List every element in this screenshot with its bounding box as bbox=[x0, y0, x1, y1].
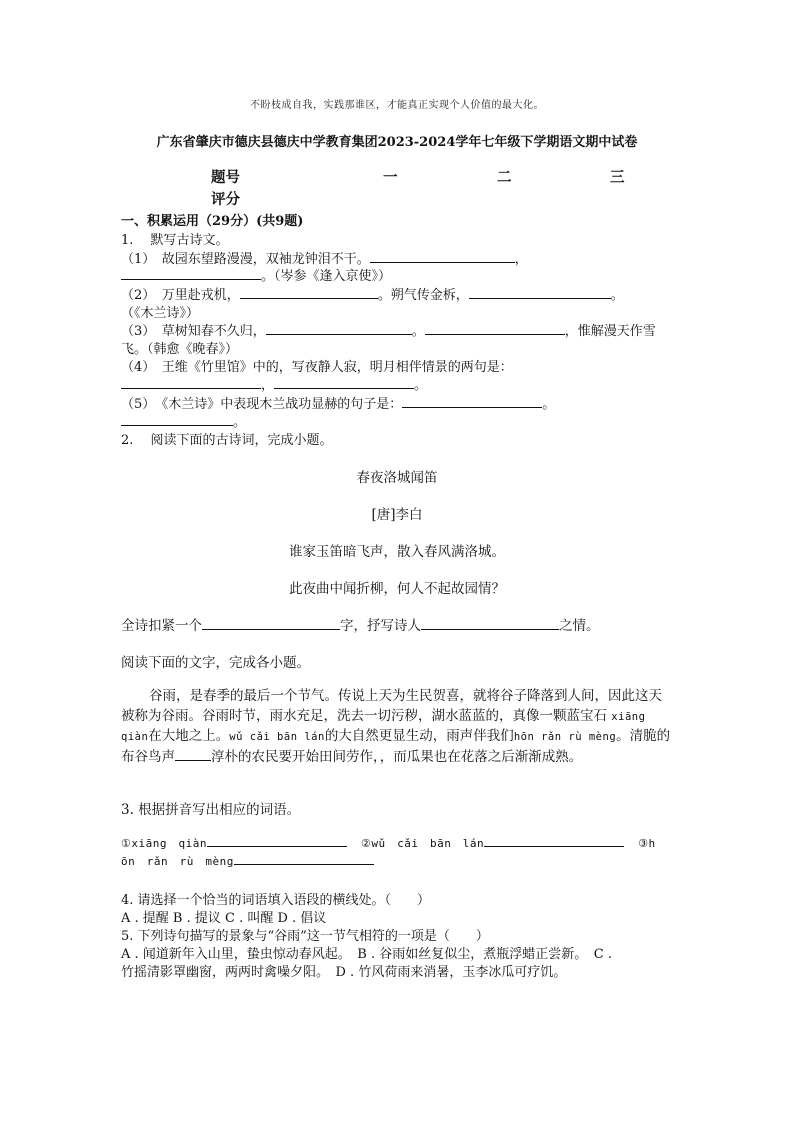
q1-item2-line1 bbox=[121, 284, 624, 303]
q2-fill-a: 全诗扣紧一个 bbox=[121, 618, 202, 634]
q2-fill-b: 字，抒写诗人 bbox=[340, 618, 421, 634]
pinyin-xiangqian: xiāng qiàn bbox=[121, 710, 646, 743]
answer-blank[interactable] bbox=[240, 286, 378, 299]
q3-a-label: ①xiāng qiàn bbox=[121, 837, 207, 850]
answer-blank[interactable] bbox=[402, 395, 542, 408]
reading-passage bbox=[121, 687, 673, 767]
q5-stem: 5. 下列诗句描写的景象与“谷雨”这一节气相符的一项是（ ） bbox=[121, 929, 489, 944]
answer-blank[interactable] bbox=[421, 617, 559, 630]
poem-title: 春夜洛城闻笛 bbox=[356, 470, 438, 486]
q1-item5-end: 。 bbox=[542, 397, 556, 412]
score-table-row2-label: 评分 bbox=[211, 191, 240, 208]
q1-item2-end: 。 bbox=[610, 288, 624, 303]
poem-line-1: 谁家玉笛暗飞声，散入春风满洛城。 bbox=[289, 544, 505, 560]
answer-blank[interactable] bbox=[121, 413, 233, 426]
answer-blank[interactable] bbox=[274, 376, 414, 389]
q1-item1-source: 。（岑参《逢入京使》） bbox=[261, 269, 392, 284]
q1-item1-text: （1） 故园东望路漫漫，双袖龙钟泪不干。 bbox=[121, 252, 370, 267]
q1-item1-comma: ， bbox=[514, 252, 528, 267]
answer-blank[interactable] bbox=[425, 322, 565, 335]
answer-blank[interactable] bbox=[469, 286, 611, 299]
answer-blank[interactable] bbox=[234, 852, 374, 865]
q3-stem: 3. 根据拼音写出相应的词语。 bbox=[121, 802, 301, 818]
pinyin-honranrumeng: hōn rǎn rù mèng bbox=[513, 731, 617, 743]
q1-item4-comma: ， bbox=[261, 378, 275, 393]
q1-item3-text: （3） 草树知春不久归， bbox=[121, 324, 266, 339]
passage-text-1: 谷雨，是春季的最后一个节气。传说上天为生民贺喜，就将谷子降落到人间，因此这天被称为谷雨。谷雨时节，雨水充足，洗去一切污秽，湖水蓝蓝的，真像一颗蓝宝石 bbox=[121, 688, 662, 724]
q1-item3-mid: 。 bbox=[411, 324, 425, 339]
q1-item5-text: （5） 《木兰诗》中表现木兰战功显赫的句子是： bbox=[121, 397, 403, 412]
q1-item5-line1 bbox=[121, 393, 555, 412]
pinyin-wucaibanlan: wǔ cǎi bān lán bbox=[229, 731, 325, 743]
section-heading: 一、积累运用（29分）(共9题) bbox=[121, 214, 304, 229]
q1-item4-end: 。 bbox=[414, 378, 428, 393]
exam-title: 广东省肇庆市德庆县德庆中学教育集团2023-2024学年七年级下学期语文期中试卷 bbox=[156, 135, 638, 150]
answer-blank[interactable] bbox=[266, 322, 412, 335]
answer-blank[interactable] bbox=[202, 617, 340, 630]
q3-answer-line1 bbox=[121, 834, 656, 851]
q1-item3-source: 飞。（韩愈《晚春》） bbox=[121, 342, 239, 357]
poem-line-2: 此夜曲中闻折柳，何人不起故园情？ bbox=[289, 581, 505, 597]
passage-text-2: 在大地之上。 bbox=[148, 728, 230, 744]
q1-item5-end2: 。 bbox=[233, 415, 247, 430]
answer-blank[interactable] bbox=[121, 267, 261, 280]
score-table-col-2: 二 bbox=[497, 169, 512, 186]
q3-c-label-cont: ōn rǎn rù mèng bbox=[121, 855, 234, 868]
q3-c-label: ③h bbox=[638, 837, 656, 850]
score-table-row1-label: 题号 bbox=[211, 169, 240, 186]
answer-blank[interactable] bbox=[207, 834, 347, 847]
q1-item4-line1: （4） 王维《竹里馆》中的，写夜静人寂，明月相伴情景的两句是： bbox=[121, 360, 513, 375]
reading-intro: 阅读下面的文字，完成各小题。 bbox=[121, 655, 310, 671]
q1-item2-text: （2） 万里赴戎机， bbox=[121, 288, 240, 303]
q1-item2-mid: 。朔气传金柝， bbox=[377, 288, 469, 303]
q2-fill-line bbox=[121, 614, 600, 634]
q2-stem: 2. 阅读下面的古诗词，完成小题。 bbox=[121, 433, 333, 448]
answer-blank[interactable] bbox=[370, 250, 515, 263]
q1-stem: 1. 默写古诗文。 bbox=[121, 233, 229, 248]
q1-item3-end: ，惟解漫天作雪 bbox=[564, 324, 656, 339]
answer-blank[interactable] bbox=[121, 376, 261, 389]
q1-item2-source: （《木兰诗》） bbox=[121, 306, 200, 321]
header-motto: 不盼枝成自我，实践那谁区，才能真正实现个人价值的最大化。 bbox=[250, 100, 544, 111]
passage-text-3: 的大自然更显生动，雨声伴我们 bbox=[324, 728, 514, 744]
poem-author: [唐]李白 bbox=[371, 507, 423, 523]
q1-item5-line2 bbox=[121, 411, 246, 430]
q1-item3-line1 bbox=[121, 320, 656, 339]
score-table-col-1: 一 bbox=[383, 169, 398, 186]
q1-item4-line2 bbox=[121, 374, 427, 393]
q5-options-1: A . 闻道新年入山里，蛰虫惊动春风起。 B . 谷雨如丝复似尘，煮瓶浮蜡正尝新。 C . bbox=[121, 947, 612, 962]
score-table-col-3: 三 bbox=[610, 169, 625, 186]
q2-fill-c: 之情。 bbox=[559, 618, 600, 634]
passage-text-4: 。清脆的布谷鸟声 bbox=[121, 728, 671, 765]
answer-blank[interactable] bbox=[175, 748, 211, 761]
q4-stem: 4. 请选择一个恰当的词语填入语段的横线处。（ ） bbox=[121, 893, 431, 908]
q1-item1-line2 bbox=[121, 265, 391, 284]
q3-answer-line2 bbox=[121, 852, 374, 869]
q5-options-2: 竹摇清影罩幽窗，两两时禽噪夕阳。 D . 竹风荷雨来消暑，玉李冰瓜可疗饥。 bbox=[121, 965, 567, 980]
passage-text-5: 淳朴的农民要开始田间劳作，，而瓜果也在花落之后渐渐成熟。 bbox=[211, 748, 583, 765]
q3-b-label: ②wǔ cǎi bān lán bbox=[360, 837, 485, 850]
answer-blank[interactable] bbox=[484, 834, 624, 847]
q4-options: A . 提醒 B . 提议 C . 叫醒 D . 倡议 bbox=[121, 911, 327, 926]
